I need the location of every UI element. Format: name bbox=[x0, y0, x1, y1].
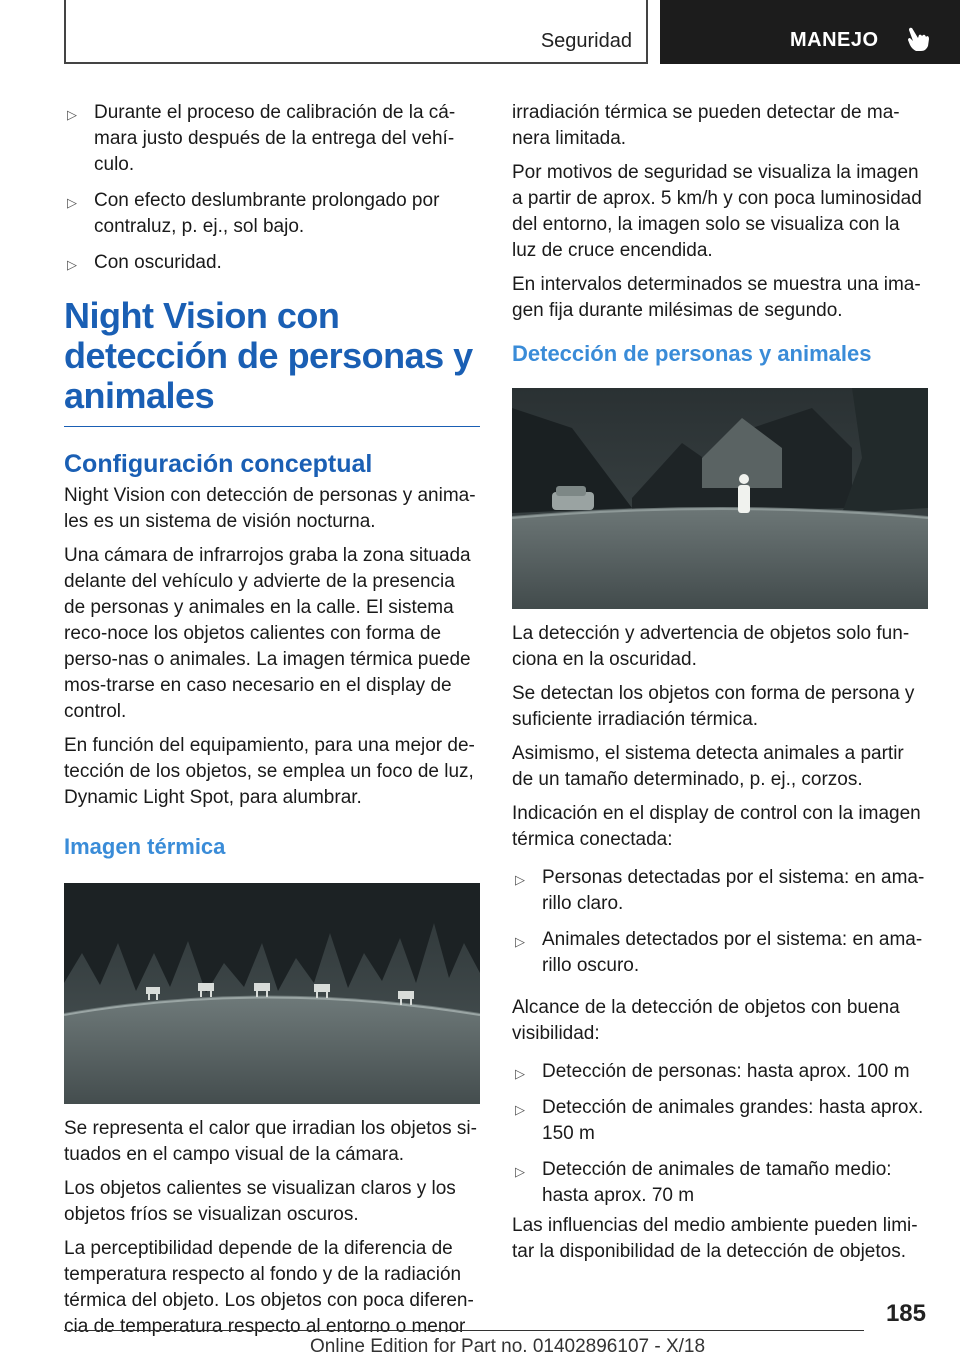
paragraph: Los objetos calientes se visualizan claros y los objetos fríos se visualizan oscuros. bbox=[64, 1178, 456, 1225]
list-item: ▷ Detección de personas: hasta aprox. 100 m bbox=[512, 1059, 928, 1085]
right-column bbox=[512, 100, 928, 1273]
paragraph: Alcance de la detección de objetos con buena visibilidad: bbox=[512, 997, 900, 1044]
title-rule bbox=[64, 426, 480, 427]
paragraph: Se representa el calor que irradian los objetos si-tuados en el campo visual de la cámara. bbox=[64, 1118, 477, 1165]
bullet-triangle-icon: ▷ bbox=[67, 195, 77, 210]
left-column bbox=[64, 100, 480, 1348]
paragraph: Las influencias del medio ambiente pueden limi-tar la disponibilidad de la detección de objetos. bbox=[512, 1215, 918, 1262]
list-item: ▷ Animales detectados por el sistema: en ama-rillo oscuro. bbox=[515, 929, 923, 976]
list-item: ▷ Detección de animales grandes: hasta aprox. 150 m bbox=[515, 1097, 924, 1144]
chapter-label: MANEJO bbox=[790, 29, 879, 51]
bullet-triangle-icon: ▷ bbox=[515, 872, 525, 887]
section-heading-thermal: Imagen térmica bbox=[64, 834, 226, 859]
indication-list bbox=[512, 865, 928, 979]
bullet-triangle-icon: ▷ bbox=[515, 934, 525, 949]
range-list bbox=[512, 1059, 928, 1209]
paragraph: En intervalos determinados se muestra una ima-gen fija durante milésimas de segundo. bbox=[512, 274, 921, 321]
hand-pointer-icon bbox=[906, 26, 930, 52]
thermal-image-figure bbox=[64, 883, 480, 1104]
page-title: Night Vision con detección de personas y animales bbox=[64, 295, 473, 416]
paragraph: En función del equipamiento, para una mejor de-tección de los objetos, se emplea un foco de luz, Dynamic Light Spot, para alumbrar. bbox=[64, 735, 475, 808]
section-heading-detection: Detección de personas y animales bbox=[512, 341, 872, 366]
page-number: 185 bbox=[885, 1300, 926, 1327]
paragraph: Se detectan los objetos con forma de persona y suficiente irradiación térmica. bbox=[512, 683, 915, 730]
chapter-tab[interactable] bbox=[660, 0, 960, 64]
list-item: ▷ Con efecto deslumbrante prolongado por contraluz, p. ej., sol bajo. bbox=[67, 190, 440, 237]
bullet-triangle-icon: ▷ bbox=[515, 1066, 525, 1081]
pedestrian-detection-figure bbox=[512, 388, 928, 609]
paragraph: La perceptibilidad depende de la diferencia de temperatura respecto al fondo y de la radiación térmica del objeto. Los objetos con poca diferen-cia de temperatura respecto al entorno o menor bbox=[64, 1238, 474, 1337]
paragraph: Una cámara de infrarrojos graba la zona situada delante del vehículo y advierte de la presencia de personas y animales en la calle. El sistema reco-noce los objetos calientes con forma de perso-nas o animales. La imagen térmica puede mos-trarse en caso necesario en el display de control. bbox=[64, 545, 471, 722]
edition-footer: Online Edition for Part no. 01402896107 - X/18 bbox=[310, 1336, 706, 1357]
paragraph: La detección y advertencia de objetos solo fun-ciona en la oscuridad. bbox=[512, 623, 910, 670]
list-item: ▷ Con oscuridad. bbox=[64, 250, 480, 276]
paragraph: Asimismo, el sistema detecta animales a partir de un tamaño determinado, p. ej., corzos. bbox=[512, 743, 904, 790]
list-item: ▷ Personas detectadas por el sistema: en ama-rillo claro. bbox=[515, 867, 925, 914]
paragraph: Por motivos de seguridad se visualiza la imagen a partir de aprox. 5 km/h y con poca luminosidad del entorno, la imagen solo se visualiza con la luz de cruce encendida. bbox=[512, 162, 922, 261]
bullet-triangle-icon: ▷ bbox=[67, 257, 77, 272]
section-heading-concept: Configuración conceptual bbox=[64, 450, 373, 478]
list-item: ▷ Detección de animales de tamaño medio: hasta aprox. 70 m bbox=[515, 1159, 892, 1206]
list-item: ▷ Durante el proceso de calibración de la cá-mara justo después de la entrega del vehí-culo. bbox=[67, 102, 456, 175]
bullet-triangle-icon: ▷ bbox=[67, 107, 77, 122]
header-frame bbox=[64, 0, 648, 64]
bullet-triangle-icon: ▷ bbox=[515, 1102, 525, 1117]
section-title: Seguridad bbox=[540, 30, 632, 52]
paragraph: irradiación térmica se pueden detectar de ma-nera limitada. bbox=[512, 102, 900, 149]
paragraph: Indicación en el display de control con la imagen térmica conectada: bbox=[512, 803, 921, 850]
calibration-list bbox=[64, 100, 480, 276]
bullet-triangle-icon: ▷ bbox=[515, 1164, 525, 1179]
paragraph: Night Vision con detección de personas y anima-les es un sistema de visión nocturna. bbox=[64, 485, 476, 532]
footer-rule bbox=[64, 1330, 864, 1331]
